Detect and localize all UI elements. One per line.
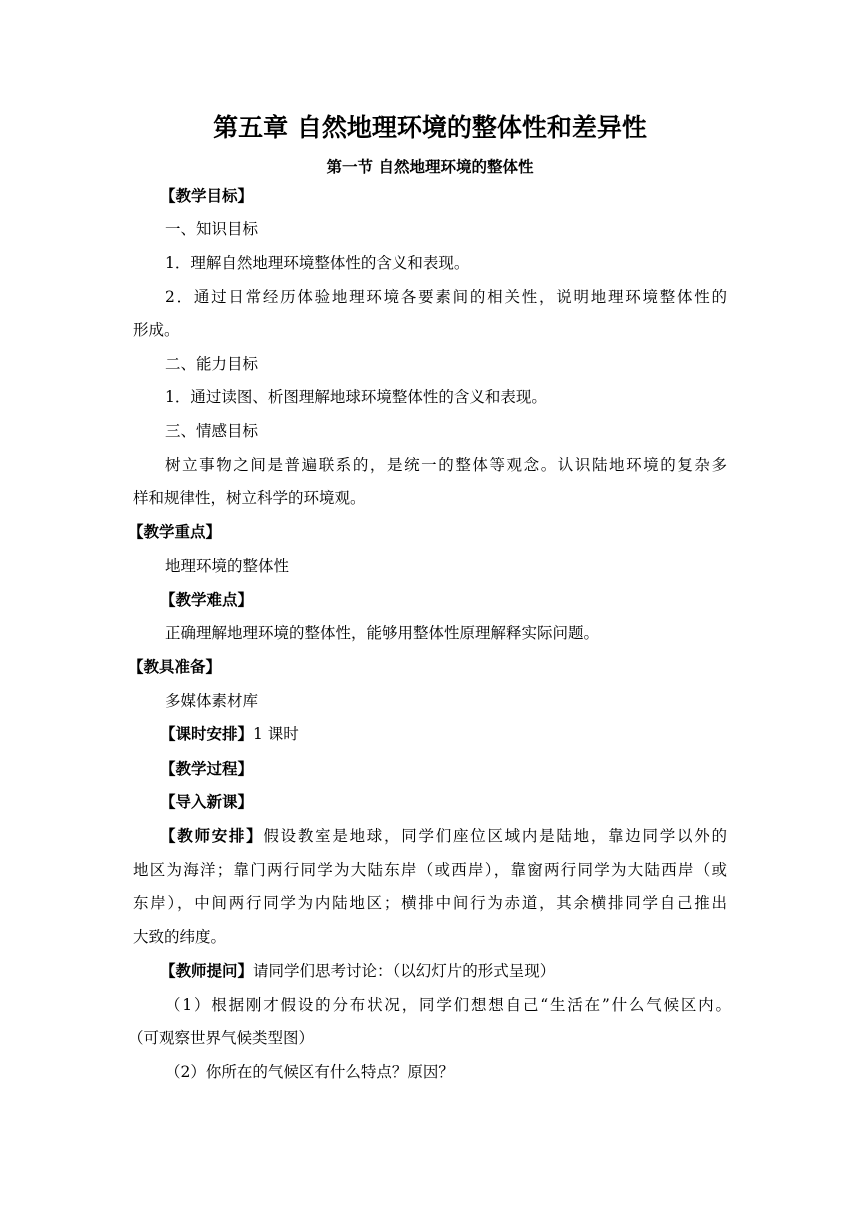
difficulty-heading: 【教学难点】 <box>160 591 254 609</box>
process-heading: 【教学过程】 <box>160 760 254 778</box>
key-points-heading: 【教学重点】 <box>128 523 222 541</box>
knowledge-goal-item-1: 1．理解自然地理环境整体性的含义和表现。 <box>165 254 470 272</box>
emotion-goal-heading: 三、情感目标 <box>165 422 259 440</box>
teacher-arrange-line-3: 东岸），中间两行同学为内陆地区；横排中间行为赤道，其余横排同学自己推出 <box>133 894 727 912</box>
knowledge-goal-heading: 一、知识目标 <box>165 220 259 238</box>
knowledge-goal-item-2-line-1: 2．通过日常经历体验地理环境各要素间的相关性，说明地理环境整体性的 <box>165 288 727 306</box>
ability-goal-item-1: 1．通过读图、析图理解地球环境整体性的含义和表现。 <box>165 388 547 406</box>
teacher-question-line <box>160 961 555 981</box>
ability-goal-heading: 二、能力目标 <box>165 355 259 373</box>
chapter-title: 第五章 自然地理环境的整体性和差异性 <box>213 113 647 142</box>
tools-heading: 【教具准备】 <box>128 658 222 676</box>
question-1-line-2: （可观察世界气候类型图） <box>128 1029 315 1047</box>
difficulty-text: 正确理解地理环境的整体性，能够用整体性原理解释实际问题。 <box>165 624 600 642</box>
question-2: （2）你所在的气候区有什么特点？原因？ <box>165 1063 454 1081</box>
section-title: 第一节 自然地理环境的整体性 <box>326 158 534 176</box>
intro-heading: 【导入新课】 <box>160 793 254 811</box>
teacher-arrange-text-1: 假设教室是地球，同学们座位区域内是陆地，靠边同学以外的 <box>263 827 727 845</box>
schedule-label: 【课时安排】 <box>160 725 254 743</box>
emotion-goal-line-2: 样和规律性，树立科学的环境观。 <box>133 489 366 507</box>
question-1-line-1: （1）根据刚才假设的分布状况，同学们想想自己“生活在”什么气候区内。 <box>165 996 731 1014</box>
knowledge-goal-item-2-line-2: 形成。 <box>133 321 180 339</box>
key-points-text: 地理环境的整体性 <box>165 557 290 575</box>
tools-text: 多媒体素材库 <box>165 692 259 710</box>
schedule-value: 1 课时 <box>253 725 299 743</box>
teacher-question-label: 【教师提问】 <box>160 962 254 980</box>
emotion-goal-line-1: 树立事物之间是普遍联系的，是统一的整体等观念。认识陆地环境的复杂多 <box>165 456 727 474</box>
teacher-arrange-line-1 <box>160 826 727 846</box>
goals-heading: 【教学目标】 <box>160 187 254 205</box>
teacher-arrange-label: 【教师安排】 <box>160 827 264 845</box>
teacher-question-text: 请同学们思考讨论：（以幻灯片的形式呈现） <box>253 962 556 980</box>
teacher-arrange-line-2: 地区为海洋；靠门两行同学为大陆东岸（或西岸），靠窗两行同学为大陆西岸（或 <box>133 861 727 879</box>
teacher-arrange-line-4: 大致的纬度。 <box>133 928 227 946</box>
schedule-line <box>160 724 299 744</box>
